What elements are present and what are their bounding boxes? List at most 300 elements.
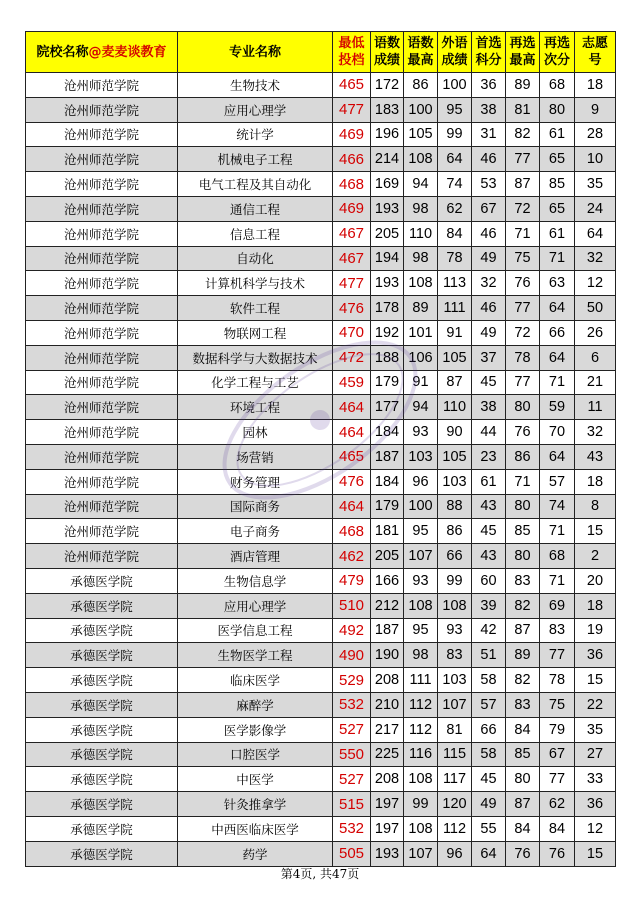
cell-school: 承德医学院: [26, 717, 178, 742]
cell-foreign-score: 105: [438, 444, 472, 469]
cell-foreign-score: 78: [438, 246, 472, 271]
cell-first-subject: 39: [472, 593, 506, 618]
cell-math-max: 94: [404, 172, 438, 197]
cell-wish-number: 64: [575, 221, 616, 246]
cell-min-score: 510: [333, 593, 371, 618]
cell-school: 沧州师范学院: [26, 122, 178, 147]
cell-math-max: 111: [404, 668, 438, 693]
cell-reselect-second: 62: [540, 792, 575, 817]
cell-reselect-max: 83: [506, 568, 540, 593]
col-math-header: 语数 成绩: [371, 32, 404, 73]
cell-math-max: 91: [404, 370, 438, 395]
cell-wish-number: 15: [575, 668, 616, 693]
cell-major: 临床医学: [178, 668, 333, 693]
cell-math-score: 187: [371, 444, 404, 469]
cell-first-subject: 45: [472, 370, 506, 395]
cell-school: 沧州师范学院: [26, 196, 178, 221]
cell-first-subject: 36: [472, 73, 506, 98]
cell-reselect-max: 89: [506, 73, 540, 98]
cell-reselect-max: 72: [506, 196, 540, 221]
cell-foreign-score: 110: [438, 395, 472, 420]
cell-wish-number: 11: [575, 395, 616, 420]
cell-first-subject: 43: [472, 494, 506, 519]
table-row: [26, 494, 616, 519]
table-row: [26, 593, 616, 618]
cell-reselect-max: 75: [506, 246, 540, 271]
cell-reselect-max: 83: [506, 692, 540, 717]
cell-reselect-second: 77: [540, 643, 575, 668]
cell-first-subject: 42: [472, 618, 506, 643]
cell-wish-number: 18: [575, 593, 616, 618]
cell-math-max: 98: [404, 196, 438, 221]
cell-reselect-max: 82: [506, 668, 540, 693]
cell-reselect-second: 71: [540, 370, 575, 395]
table-row: [26, 668, 616, 693]
cell-first-subject: 66: [472, 717, 506, 742]
cell-wish-number: 10: [575, 147, 616, 172]
cell-reselect-max: 81: [506, 97, 540, 122]
cell-min-score: 465: [333, 73, 371, 98]
cell-reselect-max: 76: [506, 271, 540, 296]
cell-foreign-score: 103: [438, 469, 472, 494]
cell-major: 统计学: [178, 122, 333, 147]
table-row: [26, 97, 616, 122]
cell-math-max: 99: [404, 792, 438, 817]
cell-wish-number: 24: [575, 196, 616, 221]
cell-min-score: 465: [333, 444, 371, 469]
cell-major: 医学信息工程: [178, 618, 333, 643]
cell-math-max: 89: [404, 296, 438, 321]
score-table-sheet: [25, 31, 615, 867]
cell-school: 沧州师范学院: [26, 73, 178, 98]
cell-reselect-second: 71: [540, 568, 575, 593]
cell-math-max: 103: [404, 444, 438, 469]
cell-foreign-score: 113: [438, 271, 472, 296]
table-row: [26, 618, 616, 643]
cell-major: 环境工程: [178, 395, 333, 420]
cell-reselect-second: 61: [540, 221, 575, 246]
cell-foreign-score: 100: [438, 73, 472, 98]
cell-reselect-second: 74: [540, 494, 575, 519]
cell-min-score: 469: [333, 122, 371, 147]
cell-major: 生物技术: [178, 73, 333, 98]
cell-math-max: 95: [404, 618, 438, 643]
cell-reselect-max: 84: [506, 816, 540, 841]
table-row: [26, 717, 616, 742]
table-row: [26, 196, 616, 221]
cell-wish-number: 26: [575, 320, 616, 345]
cell-first-subject: 45: [472, 519, 506, 544]
cell-reselect-second: 66: [540, 320, 575, 345]
table-row: [26, 147, 616, 172]
cell-first-subject: 46: [472, 147, 506, 172]
cell-foreign-score: 74: [438, 172, 472, 197]
cell-major: 药学: [178, 841, 333, 866]
table-row: [26, 643, 616, 668]
cell-foreign-score: 107: [438, 692, 472, 717]
cell-reselect-max: 80: [506, 395, 540, 420]
cell-major: 麻醉学: [178, 692, 333, 717]
cell-math-max: 108: [404, 816, 438, 841]
cell-reselect-max: 82: [506, 122, 540, 147]
cell-math-score: 217: [371, 717, 404, 742]
cell-foreign-score: 64: [438, 147, 472, 172]
cell-school: 承德医学院: [26, 841, 178, 866]
cell-wish-number: 32: [575, 420, 616, 445]
cell-school: 沧州师范学院: [26, 221, 178, 246]
cell-school: 沧州师范学院: [26, 544, 178, 569]
cell-reselect-second: 57: [540, 469, 575, 494]
table-row: [26, 271, 616, 296]
cell-major: 应用心理学: [178, 593, 333, 618]
cell-reselect-max: 76: [506, 420, 540, 445]
cell-school: 沧州师范学院: [26, 444, 178, 469]
cell-reselect-second: 71: [540, 519, 575, 544]
cell-major: 医学影像学: [178, 717, 333, 742]
cell-first-subject: 67: [472, 196, 506, 221]
cell-wish-number: 35: [575, 172, 616, 197]
cell-foreign-score: 86: [438, 519, 472, 544]
cell-major: 数据科学与大数据技术: [178, 345, 333, 370]
cell-min-score: 527: [333, 767, 371, 792]
cell-wish-number: 28: [575, 122, 616, 147]
cell-first-subject: 49: [472, 320, 506, 345]
cell-foreign-score: 87: [438, 370, 472, 395]
cell-wish-number: 15: [575, 841, 616, 866]
cell-math-score: 166: [371, 568, 404, 593]
cell-math-score: 197: [371, 816, 404, 841]
cell-reselect-max: 87: [506, 172, 540, 197]
cell-wish-number: 32: [575, 246, 616, 271]
cell-math-max: 107: [404, 841, 438, 866]
cell-math-score: 193: [371, 196, 404, 221]
cell-school: 沧州师范学院: [26, 494, 178, 519]
cell-math-score: 181: [371, 519, 404, 544]
cell-math-score: 196: [371, 122, 404, 147]
cell-foreign-score: 66: [438, 544, 472, 569]
cell-math-score: 193: [371, 841, 404, 866]
col-reselect-max-header: 再选 最高: [506, 32, 540, 73]
cell-school: 沧州师范学院: [26, 296, 178, 321]
cell-wish-number: 22: [575, 692, 616, 717]
cell-school: 承德医学院: [26, 692, 178, 717]
cell-major: 软件工程: [178, 296, 333, 321]
cell-min-score: 490: [333, 643, 371, 668]
cell-school: 沧州师范学院: [26, 370, 178, 395]
table-row: [26, 742, 616, 767]
cell-foreign-score: 108: [438, 593, 472, 618]
cell-min-score: 477: [333, 97, 371, 122]
cell-first-subject: 49: [472, 246, 506, 271]
cell-reselect-max: 71: [506, 221, 540, 246]
cell-math-score: 179: [371, 494, 404, 519]
cell-first-subject: 44: [472, 420, 506, 445]
cell-math-score: 225: [371, 742, 404, 767]
cell-reselect-max: 87: [506, 792, 540, 817]
cell-reselect-second: 80: [540, 97, 575, 122]
cell-foreign-score: 120: [438, 792, 472, 817]
cell-min-score: 467: [333, 246, 371, 271]
cell-reselect-second: 85: [540, 172, 575, 197]
cell-school: 承德医学院: [26, 593, 178, 618]
cell-wish-number: 18: [575, 469, 616, 494]
cell-math-max: 95: [404, 519, 438, 544]
cell-foreign-score: 99: [438, 122, 472, 147]
cell-major: 通信工程: [178, 196, 333, 221]
col-math-max-header: 语数 最高: [404, 32, 438, 73]
cell-major: 财务管理: [178, 469, 333, 494]
cell-foreign-score: 117: [438, 767, 472, 792]
cell-school: 承德医学院: [26, 568, 178, 593]
cell-wish-number: 9: [575, 97, 616, 122]
cell-reselect-max: 77: [506, 370, 540, 395]
cell-reselect-second: 65: [540, 147, 575, 172]
cell-first-subject: 37: [472, 345, 506, 370]
cell-wish-number: 20: [575, 568, 616, 593]
cell-math-score: 188: [371, 345, 404, 370]
table-row: [26, 172, 616, 197]
table-row: [26, 73, 616, 98]
cell-math-score: 172: [371, 73, 404, 98]
cell-math-score: 210: [371, 692, 404, 717]
cell-first-subject: 23: [472, 444, 506, 469]
cell-reselect-second: 61: [540, 122, 575, 147]
cell-wish-number: 6: [575, 345, 616, 370]
cell-min-score: 464: [333, 420, 371, 445]
table-body: [26, 73, 616, 867]
table-row: [26, 519, 616, 544]
cell-min-score: 462: [333, 544, 371, 569]
cell-math-max: 108: [404, 271, 438, 296]
table-row: [26, 246, 616, 271]
cell-min-score: 527: [333, 717, 371, 742]
table-row: [26, 841, 616, 866]
cell-math-score: 183: [371, 97, 404, 122]
cell-reselect-second: 76: [540, 841, 575, 866]
cell-reselect-second: 84: [540, 816, 575, 841]
table-row: [26, 792, 616, 817]
cell-first-subject: 58: [472, 742, 506, 767]
cell-foreign-score: 112: [438, 816, 472, 841]
cell-reselect-second: 79: [540, 717, 575, 742]
cell-school: 沧州师范学院: [26, 519, 178, 544]
cell-foreign-score: 105: [438, 345, 472, 370]
cell-first-subject: 51: [472, 643, 506, 668]
cell-reselect-second: 63: [540, 271, 575, 296]
cell-first-subject: 53: [472, 172, 506, 197]
cell-min-score: 464: [333, 494, 371, 519]
cell-wish-number: 12: [575, 271, 616, 296]
cell-school: 沧州师范学院: [26, 172, 178, 197]
cell-math-max: 112: [404, 692, 438, 717]
cell-foreign-score: 111: [438, 296, 472, 321]
cell-min-score: 468: [333, 519, 371, 544]
cell-major: 生物医学工程: [178, 643, 333, 668]
cell-foreign-score: 103: [438, 668, 472, 693]
cell-math-score: 187: [371, 618, 404, 643]
page-footer: 第4页, 共47页: [280, 867, 360, 881]
cell-wish-number: 36: [575, 643, 616, 668]
cell-first-subject: 60: [472, 568, 506, 593]
cell-math-score: 197: [371, 792, 404, 817]
header-row: [26, 32, 616, 73]
table-row: [26, 221, 616, 246]
col-min-score-header: 最低 投档: [333, 32, 371, 73]
cell-foreign-score: 91: [438, 320, 472, 345]
table-row: [26, 296, 616, 321]
cell-math-max: 98: [404, 643, 438, 668]
table-row: [26, 320, 616, 345]
col-reselect-second-header: 再选 次分: [540, 32, 575, 73]
cell-major: 自动化: [178, 246, 333, 271]
cell-wish-number: 15: [575, 519, 616, 544]
cell-min-score: 464: [333, 395, 371, 420]
cell-wish-number: 50: [575, 296, 616, 321]
cell-math-score: 208: [371, 668, 404, 693]
cell-math-max: 86: [404, 73, 438, 98]
cell-math-max: 110: [404, 221, 438, 246]
cell-reselect-max: 80: [506, 494, 540, 519]
cell-math-score: 194: [371, 246, 404, 271]
cell-reselect-max: 85: [506, 742, 540, 767]
cell-reselect-max: 80: [506, 767, 540, 792]
cell-math-score: 192: [371, 320, 404, 345]
cell-min-score: 476: [333, 296, 371, 321]
cell-reselect-max: 86: [506, 444, 540, 469]
cell-first-subject: 46: [472, 221, 506, 246]
table-row: [26, 370, 616, 395]
cell-math-score: 184: [371, 420, 404, 445]
cell-major: 化学工程与工艺: [178, 370, 333, 395]
cell-first-subject: 61: [472, 469, 506, 494]
cell-first-subject: 31: [472, 122, 506, 147]
cell-first-subject: 45: [472, 767, 506, 792]
cell-min-score: 532: [333, 816, 371, 841]
table-row: [26, 692, 616, 717]
cell-math-max: 108: [404, 593, 438, 618]
cell-reselect-max: 72: [506, 320, 540, 345]
cell-major: 场营销: [178, 444, 333, 469]
cell-math-max: 107: [404, 544, 438, 569]
cell-min-score: 550: [333, 742, 371, 767]
cell-wish-number: 35: [575, 717, 616, 742]
cell-school: 承德医学院: [26, 618, 178, 643]
cell-reselect-second: 78: [540, 668, 575, 693]
cell-wish-number: 33: [575, 767, 616, 792]
table-row: [26, 345, 616, 370]
cell-math-max: 108: [404, 147, 438, 172]
cell-first-subject: 64: [472, 841, 506, 866]
col-first-subject-header: 首选 科分: [472, 32, 506, 73]
cell-foreign-score: 83: [438, 643, 472, 668]
table-row: [26, 395, 616, 420]
cell-min-score: 505: [333, 841, 371, 866]
cell-math-max: 100: [404, 97, 438, 122]
cell-school: 承德医学院: [26, 816, 178, 841]
cell-reselect-max: 82: [506, 593, 540, 618]
table-row: [26, 568, 616, 593]
cell-reselect-second: 70: [540, 420, 575, 445]
cell-math-max: 101: [404, 320, 438, 345]
cell-major: 中西医临床医学: [178, 816, 333, 841]
table-row: [26, 469, 616, 494]
cell-major: 针灸推拿学: [178, 792, 333, 817]
cell-min-score: 529: [333, 668, 371, 693]
cell-foreign-score: 99: [438, 568, 472, 593]
cell-major: 应用心理学: [178, 97, 333, 122]
cell-reselect-max: 76: [506, 841, 540, 866]
cell-major: 中医学: [178, 767, 333, 792]
table-row: [26, 816, 616, 841]
cell-wish-number: 12: [575, 816, 616, 841]
cell-wish-number: 43: [575, 444, 616, 469]
cell-wish-number: 21: [575, 370, 616, 395]
cell-min-score: 492: [333, 618, 371, 643]
cell-school: 沧州师范学院: [26, 97, 178, 122]
col-wish-number-header: 志愿 号: [575, 32, 616, 73]
cell-reselect-max: 77: [506, 296, 540, 321]
cell-reselect-second: 83: [540, 618, 575, 643]
cell-major: 园林: [178, 420, 333, 445]
cell-foreign-score: 81: [438, 717, 472, 742]
cell-wish-number: 2: [575, 544, 616, 569]
cell-min-score: 532: [333, 692, 371, 717]
cell-first-subject: 57: [472, 692, 506, 717]
cell-reselect-max: 78: [506, 345, 540, 370]
col-school-header: 院校名称@麦麦谈教育: [26, 32, 178, 73]
cell-min-score: 469: [333, 196, 371, 221]
cell-first-subject: 38: [472, 97, 506, 122]
cell-math-max: 105: [404, 122, 438, 147]
cell-wish-number: 36: [575, 792, 616, 817]
cell-school: 沧州师范学院: [26, 395, 178, 420]
cell-reselect-max: 80: [506, 544, 540, 569]
cell-math-max: 96: [404, 469, 438, 494]
admission-score-table: [25, 31, 616, 867]
cell-major: 计算机科学与技术: [178, 271, 333, 296]
cell-reselect-second: 59: [540, 395, 575, 420]
cell-math-score: 212: [371, 593, 404, 618]
cell-school: 承德医学院: [26, 643, 178, 668]
cell-foreign-score: 95: [438, 97, 472, 122]
cell-foreign-score: 115: [438, 742, 472, 767]
cell-reselect-second: 77: [540, 767, 575, 792]
cell-reselect-max: 84: [506, 717, 540, 742]
cell-math-score: 193: [371, 271, 404, 296]
cell-wish-number: 19: [575, 618, 616, 643]
cell-math-score: 190: [371, 643, 404, 668]
cell-reselect-second: 68: [540, 73, 575, 98]
cell-first-subject: 32: [472, 271, 506, 296]
cell-foreign-score: 84: [438, 221, 472, 246]
cell-min-score: 477: [333, 271, 371, 296]
cell-min-score: 468: [333, 172, 371, 197]
cell-school: 沧州师范学院: [26, 345, 178, 370]
cell-wish-number: 27: [575, 742, 616, 767]
cell-reselect-second: 75: [540, 692, 575, 717]
cell-math-max: 116: [404, 742, 438, 767]
cell-min-score: 470: [333, 320, 371, 345]
cell-first-subject: 49: [472, 792, 506, 817]
cell-major: 国际商务: [178, 494, 333, 519]
cell-math-score: 179: [371, 370, 404, 395]
table-row: [26, 122, 616, 147]
cell-first-subject: 55: [472, 816, 506, 841]
cell-major: 信息工程: [178, 221, 333, 246]
cell-foreign-score: 90: [438, 420, 472, 445]
cell-reselect-second: 68: [540, 544, 575, 569]
cell-school: 沧州师范学院: [26, 246, 178, 271]
